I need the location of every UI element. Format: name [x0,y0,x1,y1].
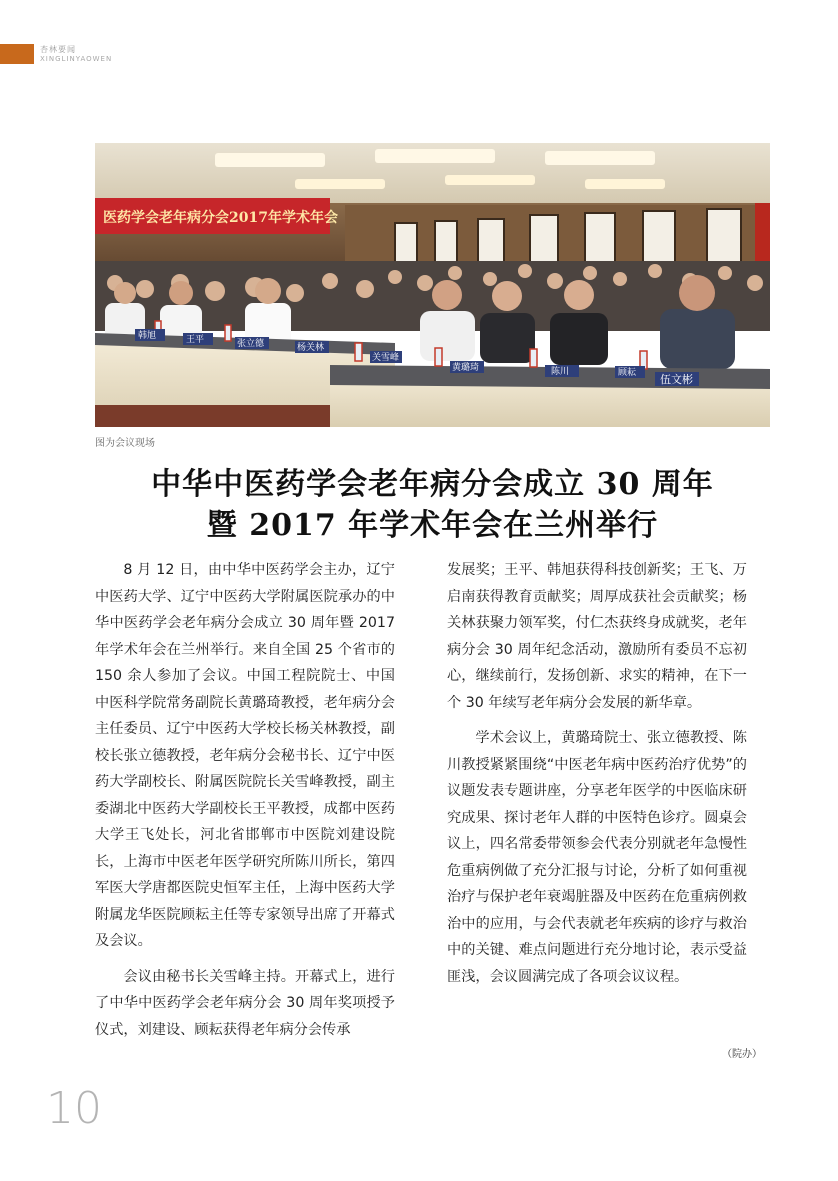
name-card: 顾耘 [618,368,637,378]
name-card: 张立德 [237,339,265,349]
banner-text: 医药学会老年病分会2017年学术年会 [103,210,338,226]
name-card: 陈川 [551,367,570,377]
section-label-en: XINGLINYAOWEN [40,55,113,63]
paragraph: 8 月 12 日，由中华中医药学会主办，辽宁中医药大学、辽宁中医药大学附属医院承办的中华中医药学会老年病分会成立 30 周年暨 2017 年学术年会在兰州举行。来自全国 25 个省市的 150 余人参加了会议。中国工程院院士、中国中医科学院常务副院长黄璐琦教授，老年病分会主任委员、辽宁中医药大学校长杨关林教授，副校长张立德教授，老年病分会秘书长、辽宁中医药大学副校长、附属医院院长关雪峰教授，副主委湖北中医药大学副校长王平教授，成都中医药大学王飞处长，河北省邯郸市中医院刘建设院长，上海市中医老年医学研究所陈川所长，第四军医大学唐都医院史恒军主任，上海中医药大学附属龙华医院顾耘主任等专家领导出席了开幕式及会议。 [95,562,395,949]
name-card: 伍文彬 [660,373,693,386]
name-card: 王平 [186,335,205,345]
name-card: 黄璐琦 [452,363,480,373]
section-label: 杏林要闻 [40,45,76,54]
article-title-line2: 暨 2017 年学术年会在兰州举行 [206,508,659,543]
paragraph: 会议由秘书长关雪峰主持。开幕式上，进行了中华中医药学会老年病分会 30 周年奖项授予仪式，刘建设、顾耘获得老年病分会传承 [95,968,395,1038]
name-card: 杨关林 [297,343,325,353]
article-column-right [447,557,747,999]
conference-photo [95,143,770,427]
name-card: 韩旭 [138,331,157,341]
name-card: 关雪峰 [372,353,400,363]
article-column-left [95,557,395,1052]
article-title-line1: 中华中医药学会老年病分会成立 30 周年 [151,467,714,502]
photo-caption: 图为会议现场 [95,438,155,449]
header-accent-bar [0,44,34,64]
paragraph: 发展奖；王平、韩旭获得科技创新奖；王飞、万启南获得教育贡献奖；周厚成获社会贡献奖；杨关林获聚力领军奖，付仁杰获终身成就奖，老年病分会 30 周年纪念活动，激励所有委员不忘初心，继续前行，发扬创新、求实的精神，在下一个 30 年续写老年病分会发展的新华章。 [447,562,747,711]
article-signature: （院办） [722,1049,762,1060]
page-number: 10 [46,1083,102,1134]
paragraph: 学术会议上，黄璐琦院士、张立德教授、陈川教授紧紧围绕“中医老年病中医药治疗优势”的议题发表专题讲座，分享老年医学的中医临床研究成果、探讨老年人群的中医特色诊疗。圆桌会议上，四名常委带领参会代表分别就老年急慢性危重病例做了充分汇报与讨论，分析了如何重视治疗与保护老年衰竭脏器及中医药在危重病例救治中的应用，与会代表就老年疾病的诊疗与救治中的关键、难点问题进行充分地讨论，表示受益匪浅，会议圆满完成了各项会议议程。 [447,730,747,985]
